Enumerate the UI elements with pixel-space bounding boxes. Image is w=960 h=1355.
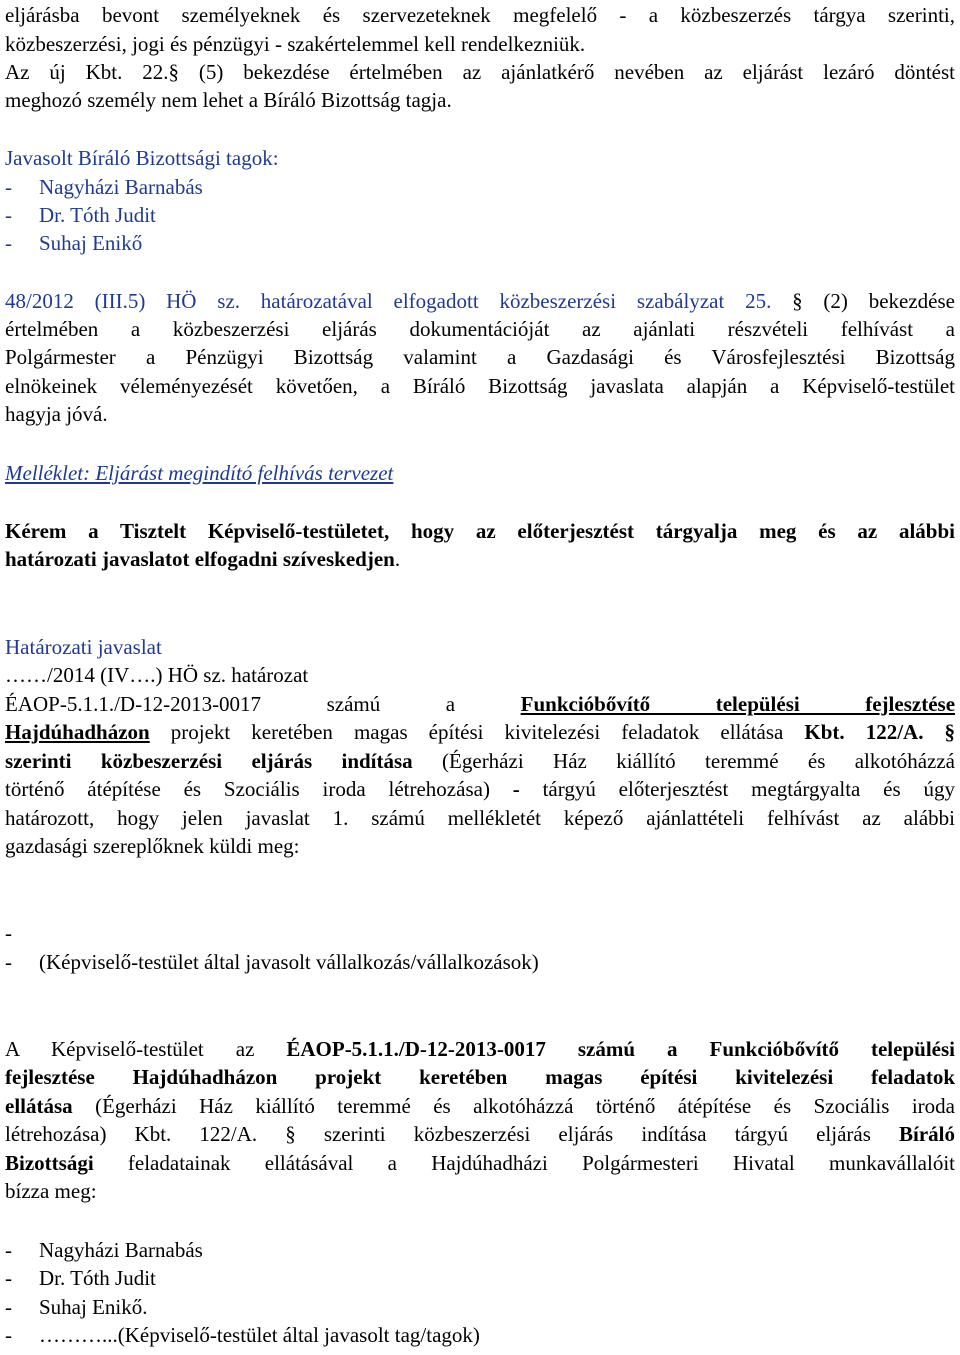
paragraph-line: eljárásba bevont személyeknek és szervezeteknek megfelelő - a közbeszerzés tárgya szerinti,	[5, 3, 955, 27]
committee-member: - Suhaj Enikő	[5, 231, 143, 255]
list-item: -	[5, 921, 12, 945]
final-member: - Nagyházi Barnabás	[5, 1238, 203, 1262]
paragraph-line: meghozó személy nem lehet a Bíráló Bizottság tagja.	[5, 88, 452, 112]
resolution-line: történő átépítése és Szociális iroda létrehozása) - tárgyú előterjesztést megtárgyalta és úgy	[5, 777, 955, 801]
final-line: ellátása (Égerházi Ház kiállító teremmé és alkotóházzá történő átépítése és Szociális iroda	[5, 1094, 955, 1118]
paragraph-line: hagyja jóvá.	[5, 402, 108, 426]
paragraph-line: közbeszerzési, jogi és pénzügyi - szakértelemmel kell rendelkezniük.	[5, 32, 586, 56]
final-line: fejlesztése Hajdúhadházon projekt keretében magas építési kivitelezési feladatok	[5, 1065, 955, 1089]
final-line: létrehozása) Kbt. 122/A. § szerinti közbeszerzési eljárás indítása tárgyú eljárás Bíráló	[5, 1122, 955, 1146]
committee-member: - Nagyházi Barnabás	[5, 175, 203, 199]
committee-title: Javasolt Bíráló Bizottsági tagok:	[5, 146, 279, 170]
final-member: - ………...(Képviselő-testület által javasolt tag/tagok)	[5, 1323, 480, 1347]
list-item: - (Képviselő-testület által javasolt vállalkozás/vállalkozások)	[5, 950, 539, 974]
request-line: Kérem a Tisztelt Képviselő-testületet, hogy az előterjesztést tárgyalja meg és az alábbi	[5, 519, 955, 543]
paragraph-line: Polgármester a Pénzügyi Bizottság valamint a Gazdasági és Városfejlesztési Bizottság	[5, 345, 955, 369]
committee-member: - Dr. Tóth Judit	[5, 203, 156, 227]
resolution-number: ……/2014 (IV….) HÖ sz. határozat	[5, 663, 309, 687]
final-member: - Suhaj Enikő.	[5, 1295, 148, 1319]
paragraph-line: értelmében a közbeszerzési eljárás dokumentációját az ajánlati részvételi felhívást a	[5, 317, 955, 341]
request-line: határozati javaslatot elfogadni szíveskedjen.	[5, 547, 401, 571]
final-member: - Dr. Tóth Judit	[5, 1266, 156, 1290]
paragraph-line: 48/2012 (III.5) HÖ sz. határozatával elfogadott közbeszerzési szabályzat 25. § (2) bekezdése	[5, 289, 955, 313]
resolution-line: gazdasági szereplőknek küldi meg:	[5, 834, 300, 858]
final-line: A Képviselő-testület az ÉAOP-5.1.1./D-12-2013-0017 számú a Funkcióbővítő települési	[5, 1037, 955, 1061]
resolution-line: szerinti közbeszerzési eljárás indítása (Égerházi Ház kiállító teremmé és alkotóházzá	[5, 749, 956, 773]
paragraph-line: Az új Kbt. 22.§ (5) bekezdése értelmében az ajánlatkérő nevében az eljárást lezáró döntést	[5, 60, 955, 84]
attachment-line: Melléklet: Eljárást megindító felhívás tervezet	[5, 461, 394, 485]
final-line: bízza meg:	[5, 1179, 97, 1203]
resolution-heading: Határozati javaslat	[5, 635, 162, 659]
paragraph-line: elnökeinek véleményezését követően, a Bíráló Bizottság javaslata alapján a Képviselő-testület	[5, 374, 955, 398]
resolution-line: határozott, hogy jelen javaslat 1. számú mellékletét képező ajánlattételi felhívást az alábbi	[5, 806, 955, 830]
final-line: Bizottsági feladatainak ellátásával a Hajdúhadházi Polgármesteri Hivatal munkavállalóit	[5, 1151, 955, 1175]
resolution-line: Hajdúhadházon projekt keretében magas építési kivitelezési feladatok ellátása Kbt. 122/A. §	[5, 720, 955, 744]
resolution-line: ÉAOP-5.1.1./D-12-2013-0017 számú a Funkcióbővítő települési fejlesztése	[5, 692, 956, 716]
